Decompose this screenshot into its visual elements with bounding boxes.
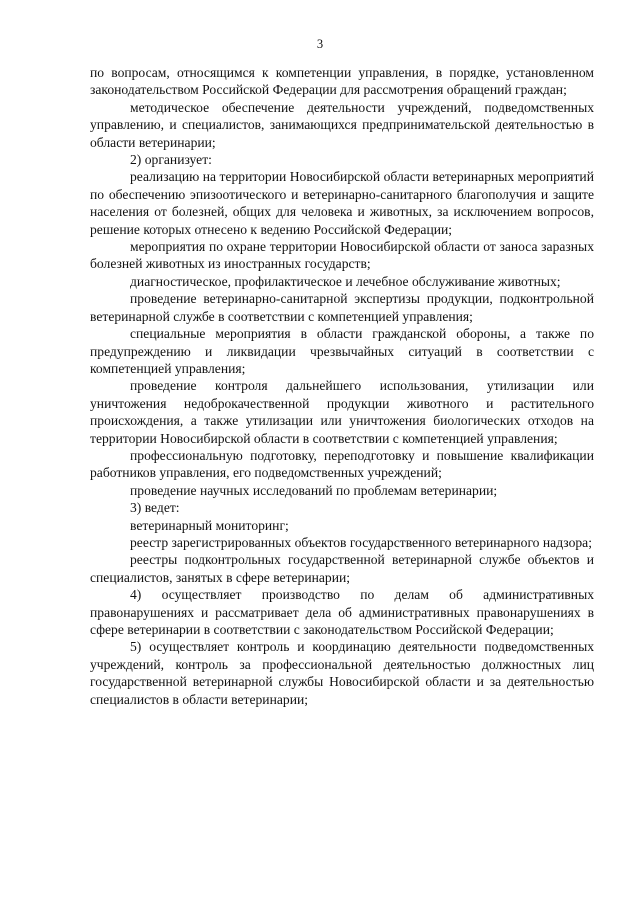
page-number: 3 [316,37,324,51]
paragraph-monitoring: ветеринарный мониторинг; [130,517,289,533]
paragraph-animal-service: диагностическое, профилактическое и лечебное обслуживание животных; [130,273,561,289]
paragraph-civil-defense: специальные мероприятия в области гражданской обороны, а также по предупреждению и ликвидации чрезвычайных ситуаций в соответствии с компетенцией управления; [90,326,594,376]
paragraph-organizes-heading: 2) организует: [130,152,212,168]
paragraph-methodical-support: методическое обеспечение деятельности учреждений, подведомственных управлению, и специалистов, занимающихся предпринимательской деятельностью в области ветеринарии; [90,99,594,150]
paragraph-supervision-register: реестр зарегистрированных объектов государственного ветеринарного надзора; [130,534,592,550]
paragraph-veterinary-measures: реализацию на территории Новосибирской области ветеринарных мероприятий по обеспечению эпизоотического и ветеринарно-санитарного благополучия и защите населения от болезней, общих для человека и животных, за исключением вопросов, решение которых отнесено к ведению Российской Федерации; [90,169,594,237]
paragraph-disposal-control: проведение контроля дальнейшего использования, утилизации или уничтожения недоброкачественной продукции животного и растительного происхождения, а также утилизации или уничтожения биологических отходов на территории Новосибирской области в соответствии с компетенцией управления; [90,378,594,446]
paragraph-administrative-proceedings: 4) осуществляет производство по делам об административных правонарушениях и рассматривает дела об административных правонарушениях в сфере ветеринарии в соответствии с законодательством Российской Федерации; [90,587,594,637]
paragraph-object-registers: реестры подконтрольных государственной ветеринарной службе объектов и специалистов, занятых в сфере ветеринарии; [90,552,594,585]
document-body [90,64,594,708]
paragraph-control-coordination: 5) осуществляет контроль и координацию деятельности подведомственных учреждений, контроль за профессиональной деятельностью должностных лиц государственной ветеринарной службы Новосибирской области и за деятельностью специалистов в области ветеринарии; [90,639,594,707]
paragraph-staff-training: профессиональную подготовку, переподготовку и повышение квалификации работников управления, его подведомственных учреждений; [90,447,594,481]
paragraph-research: проведение научных исследований по проблемам ветеринарии; [130,482,498,498]
paragraph-appeals-continuation: по вопросам, относящимся к компетенции управления, в порядке, установленном законодательством Российской Федерации для рассмотрения обращений граждан; [90,65,594,98]
paragraph-territory-protection: мероприятия по охране территории Новосибирской области от заноса заразных болезней животных из иностранных государств; [90,239,594,272]
paragraph-sanitary-expertise: проведение ветеринарно-санитарной экспертизы продукции, подконтрольной ветеринарной службе в соответствии с компетенцией управления; [90,291,594,324]
paragraph-maintains-heading: 3) ведет: [130,500,180,516]
